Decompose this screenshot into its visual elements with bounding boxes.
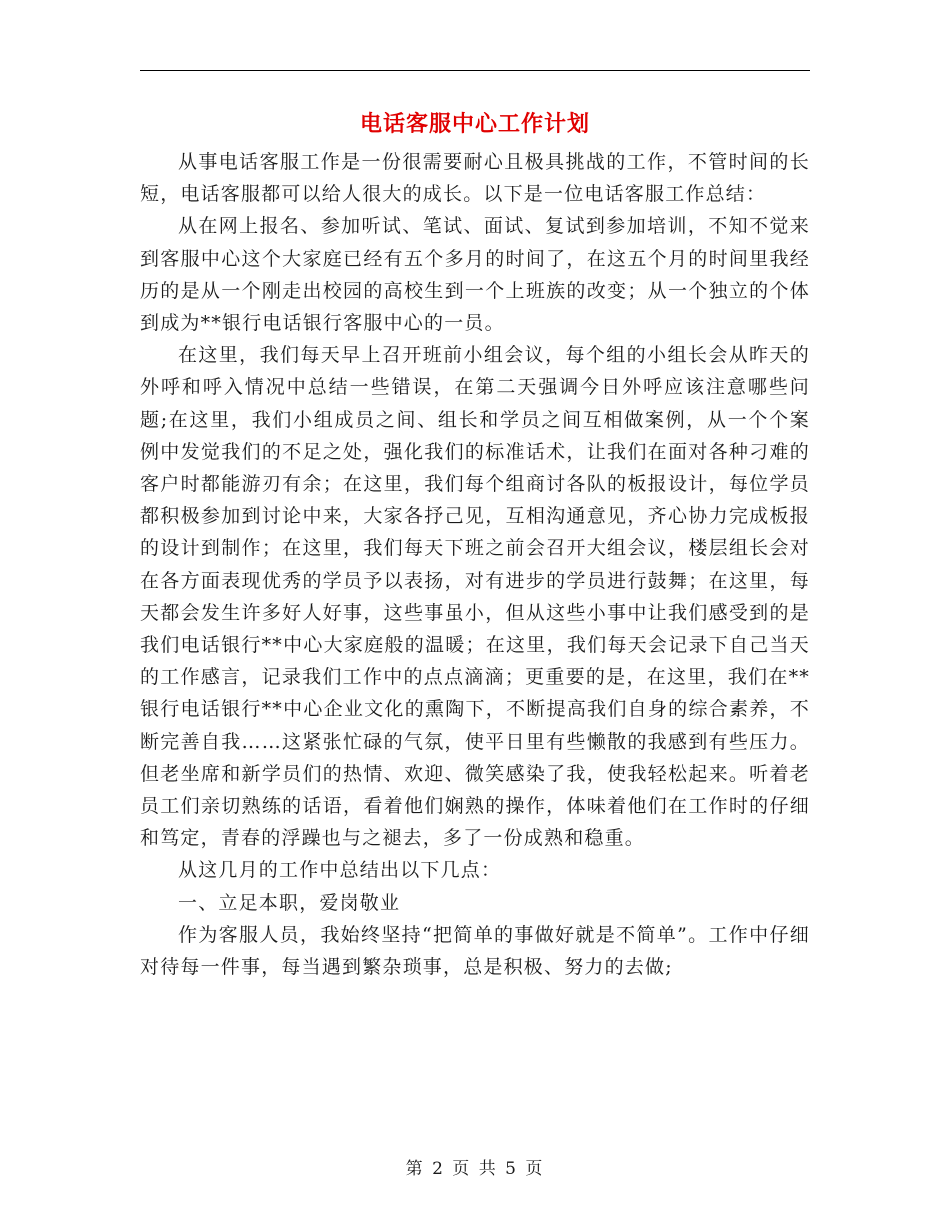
paragraph-intro: 从事电话客服工作是一份很需要耐心且极具挑战的工作，不管时间的长短，电话客服都可以给人很大的成长。以下是一位电话客服工作总结： [140, 151, 810, 206]
paragraph-experience: 从在网上报名、参加听试、笔试、面试、复试到参加培训，不知不觉来到客服中心这个大家庭已经有五个多月的时间了，在这五个月的时间里我经历的是从一个刚走出校园的高校生到一个上班族的改变；从一个独立的个体到成为**银行电话银行客服中心的一员。 [140, 215, 810, 335]
document-body [140, 146, 810, 983]
paragraph-daily-life: 在这里，我们每天早上召开班前小组会议，每个组的小组长会从昨天的外呼和呼入情况中总结一些错误，在第二天强调今日外呼应该注意哪些问题;在这里，我们小组成员之间、组长和学员之间互相做案例，从一个个案例中发觉我们的不足之处，强化我们的标准话术，让我们在面对各种刁难的客户时都能游刃有余；在这里，我们每个组商讨各队的板报设计，每位学员都积极参加到讨论中来，大家各抒己见，互相沟通意见，齐心协力完成板报的设计到制作；在这里，我们每天下班之前会召开大组会议，楼层组长会对在各方面表现优秀的学员予以表扬，对有进步的学员进行鼓舞；在这里，每天都会发生许多好人好事，这些事虽小，但从这些小事中让我们感受到的是我们电话银行**中心大家庭般的温暖；在这里，我们每天会记录下自己当天的工作感言，记录我们工作中的点点滴滴；更重要的是，在这里，我们在**银行电话银行**中心企业文化的熏陶下，不断提高我们自身的综合素养，不断完善自我……这紧张忙碌的气氛，使平日里有些懒散的我感到有些压力。但老坐席和新学员们的热情、欢迎、微笑感染了我，使我轻松起来。听着老员工们亲切熟练的话语，看着他们娴熟的操作，体味着他们在工作时的仔细和笃定，青春的浮躁也与之褪去，多了一份成熟和稳重。 [140, 344, 810, 850]
section-heading-1: 一、立足本职，爱岗敬业 [178, 891, 401, 914]
header-rule [140, 70, 810, 71]
paragraph-section-1: 作为客服人员，我始终坚持“把简单的事做好就是不简单”。工作中仔细对待每一件事，每当遇到繁杂琐事，总是积极、努力的去做; [140, 923, 810, 979]
page-number: 第 2 页 共 5 页 [405, 1159, 545, 1179]
document-title: 电话客服中心工作计划 [359, 111, 590, 137]
paragraph-summary-lead: 从这几月的工作中总结出以下几点： [178, 859, 502, 882]
